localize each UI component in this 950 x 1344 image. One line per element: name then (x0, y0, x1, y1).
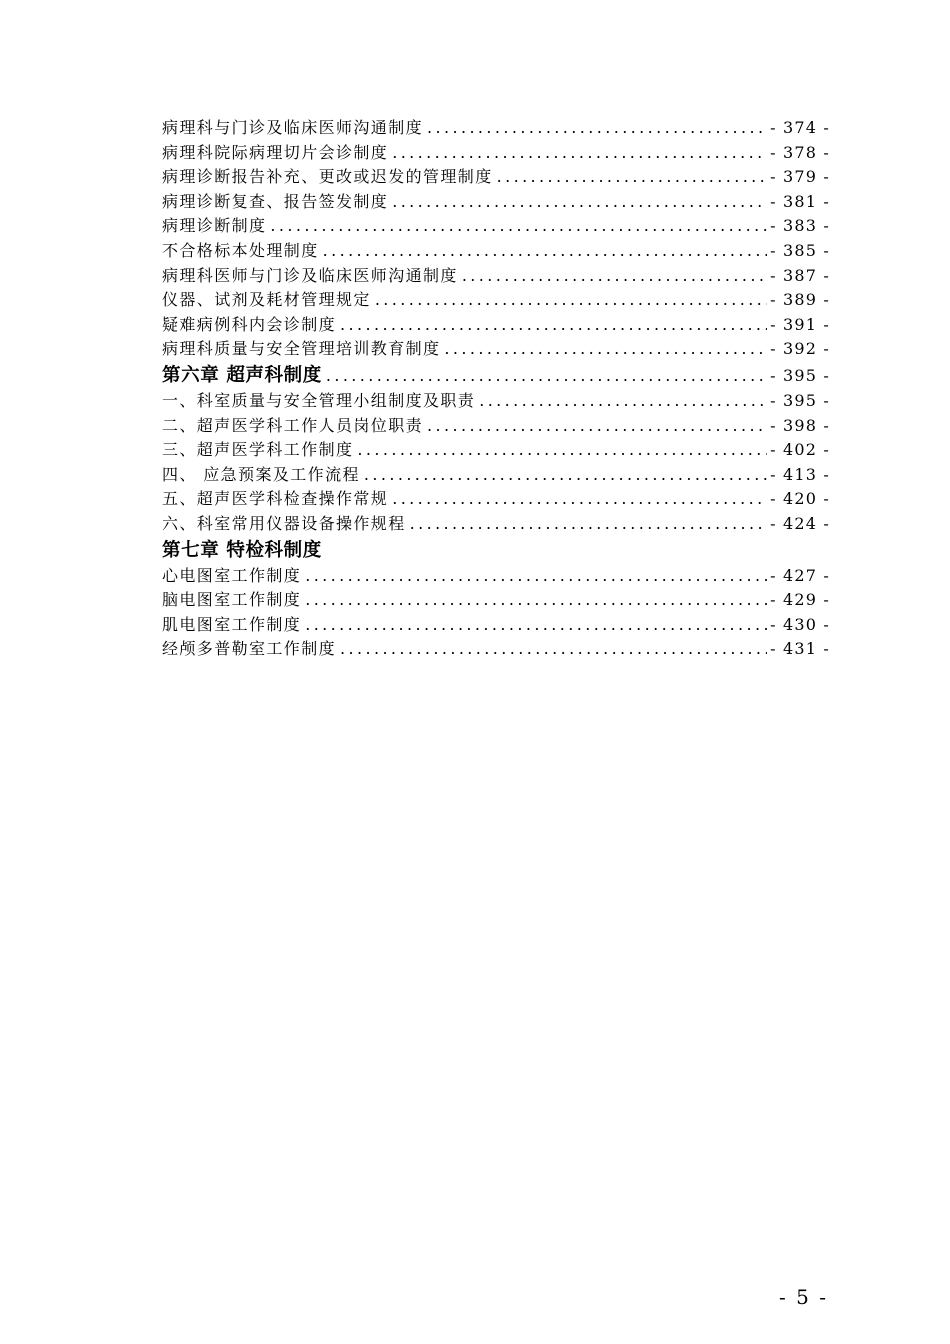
dot-leader (364, 465, 767, 484)
toc-entry-page: - 381 - (770, 191, 830, 211)
dot-leader (462, 266, 767, 285)
toc-entry-page: - 395 - (770, 365, 830, 385)
toc-entry-page: - 413 - (770, 464, 830, 484)
toc-entry-page: - 389 - (770, 290, 830, 310)
toc-entry-title: 疑难病例科内会诊制度 (162, 314, 337, 334)
toc-entry-page: - 383 - (770, 216, 830, 236)
toc-entry-page: - 392 - (770, 339, 830, 359)
toc-entry-page: - 430 - (770, 614, 830, 634)
toc-entry[interactable] (162, 213, 830, 238)
toc-entry-title: 病理科与门诊及临床医师沟通制度 (162, 118, 424, 137)
toc-entry-title: 心电图室工作制度 (162, 565, 302, 585)
dot-leader (444, 339, 767, 358)
toc-entry[interactable] (162, 636, 830, 661)
toc-entry[interactable] (162, 263, 830, 288)
toc-entry-title: 不合格标本处理制度 (162, 240, 319, 260)
toc-entry[interactable] (162, 189, 830, 214)
toc-entry-page: - 429 - (770, 590, 830, 610)
dot-leader (410, 514, 767, 533)
dot-leader (392, 143, 767, 162)
toc-entry-title: 病理科质量与安全管理培训教育制度 (162, 339, 441, 359)
dot-leader (427, 118, 767, 137)
dot-leader (305, 590, 767, 609)
dot-leader (479, 391, 767, 410)
toc-entry-title: 六、科室常用仪器设备操作规程 (162, 513, 406, 533)
toc-entry[interactable] (162, 164, 830, 189)
toc-entry[interactable] (162, 511, 830, 536)
toc-entry-page: - 387 - (770, 265, 830, 285)
dot-leader (326, 366, 767, 385)
toc-entry[interactable] (162, 486, 830, 511)
toc-entry-page: - 424 - (770, 513, 830, 533)
toc-entry-page: - 420 - (770, 489, 830, 509)
toc-entry-page: - 402 - (770, 440, 830, 460)
toc-entry-title: 病理诊断复查、报告签发制度 (162, 191, 389, 211)
toc-entry-title: 经颅多普勒室工作制度 (162, 639, 337, 659)
toc-entry-title: 肌电图室工作制度 (162, 614, 302, 634)
toc-entry[interactable] (162, 115, 830, 140)
dot-leader (305, 615, 767, 634)
dot-leader (323, 241, 767, 260)
toc-entry[interactable] (162, 238, 830, 263)
dot-leader (375, 290, 767, 309)
toc-entry-title: 脑电图室工作制度 (162, 590, 302, 610)
dot-leader (305, 566, 767, 585)
toc-entry-title: 三、超声医学科工作制度 (162, 440, 354, 460)
toc-entry[interactable] (162, 437, 830, 462)
toc-entry-page: - 398 - (770, 415, 830, 435)
dot-leader (340, 315, 767, 334)
dot-leader (357, 440, 767, 459)
toc-chapter-heading[interactable] (162, 361, 830, 388)
toc-entry-page: - 391 - (770, 314, 830, 334)
toc-entry[interactable] (162, 612, 830, 637)
toc-entry-title: 病理诊断报告补充、更改或迟发的管理制度 (162, 167, 493, 187)
toc-entry-title: 病理诊断制度 (162, 216, 267, 236)
toc-entry[interactable] (162, 462, 830, 487)
toc-entry-title: 一、科室质量与安全管理小组制度及职责 (162, 390, 476, 410)
dot-leader (392, 489, 767, 508)
toc-entry[interactable] (162, 140, 830, 165)
toc-entry-title: 仪器、试剂及耗材管理规定 (162, 290, 371, 310)
toc-entry[interactable] (162, 587, 830, 612)
dot-leader (270, 216, 767, 235)
toc-entry-title: 五、超声医学科检查操作常规 (162, 489, 389, 509)
toc-entry-title: 病理科院际病理切片会诊制度 (162, 142, 389, 162)
dot-leader (392, 192, 767, 211)
toc-entry-page: - 374 - (770, 118, 830, 137)
dot-leader (497, 167, 767, 186)
toc-entry[interactable] (162, 388, 830, 413)
toc-entry[interactable] (162, 312, 830, 337)
toc-entry-title: 病理科医师与门诊及临床医师沟通制度 (162, 265, 458, 285)
toc-entry[interactable] (162, 563, 830, 588)
toc-entry-page: - 427 - (770, 565, 830, 585)
toc-entry-page: - 385 - (770, 240, 830, 260)
toc-entry-title: 四、 应急预案及工作流程 (162, 464, 360, 484)
toc-chapter-title: 第七章 特检科制度 (162, 539, 322, 561)
dot-leader (427, 416, 767, 435)
toc-chapter-heading[interactable] (162, 536, 830, 563)
toc-entry-page: - 379 - (770, 167, 830, 187)
toc-entry[interactable] (162, 287, 830, 312)
toc-entry-page: - 378 - (770, 142, 830, 162)
toc-entry[interactable] (162, 413, 830, 438)
toc-entry-page: - 431 - (770, 639, 830, 659)
toc-entry-page: - 395 - (770, 390, 830, 410)
toc-entry[interactable] (162, 336, 830, 361)
table-of-contents (162, 115, 830, 661)
page-number: - 5 - (779, 1285, 828, 1309)
toc-chapter-title: 第六章 超声科制度 (162, 364, 322, 386)
dot-leader (340, 639, 767, 658)
toc-entry-title: 二、超声医学科工作人员岗位职责 (162, 415, 424, 435)
